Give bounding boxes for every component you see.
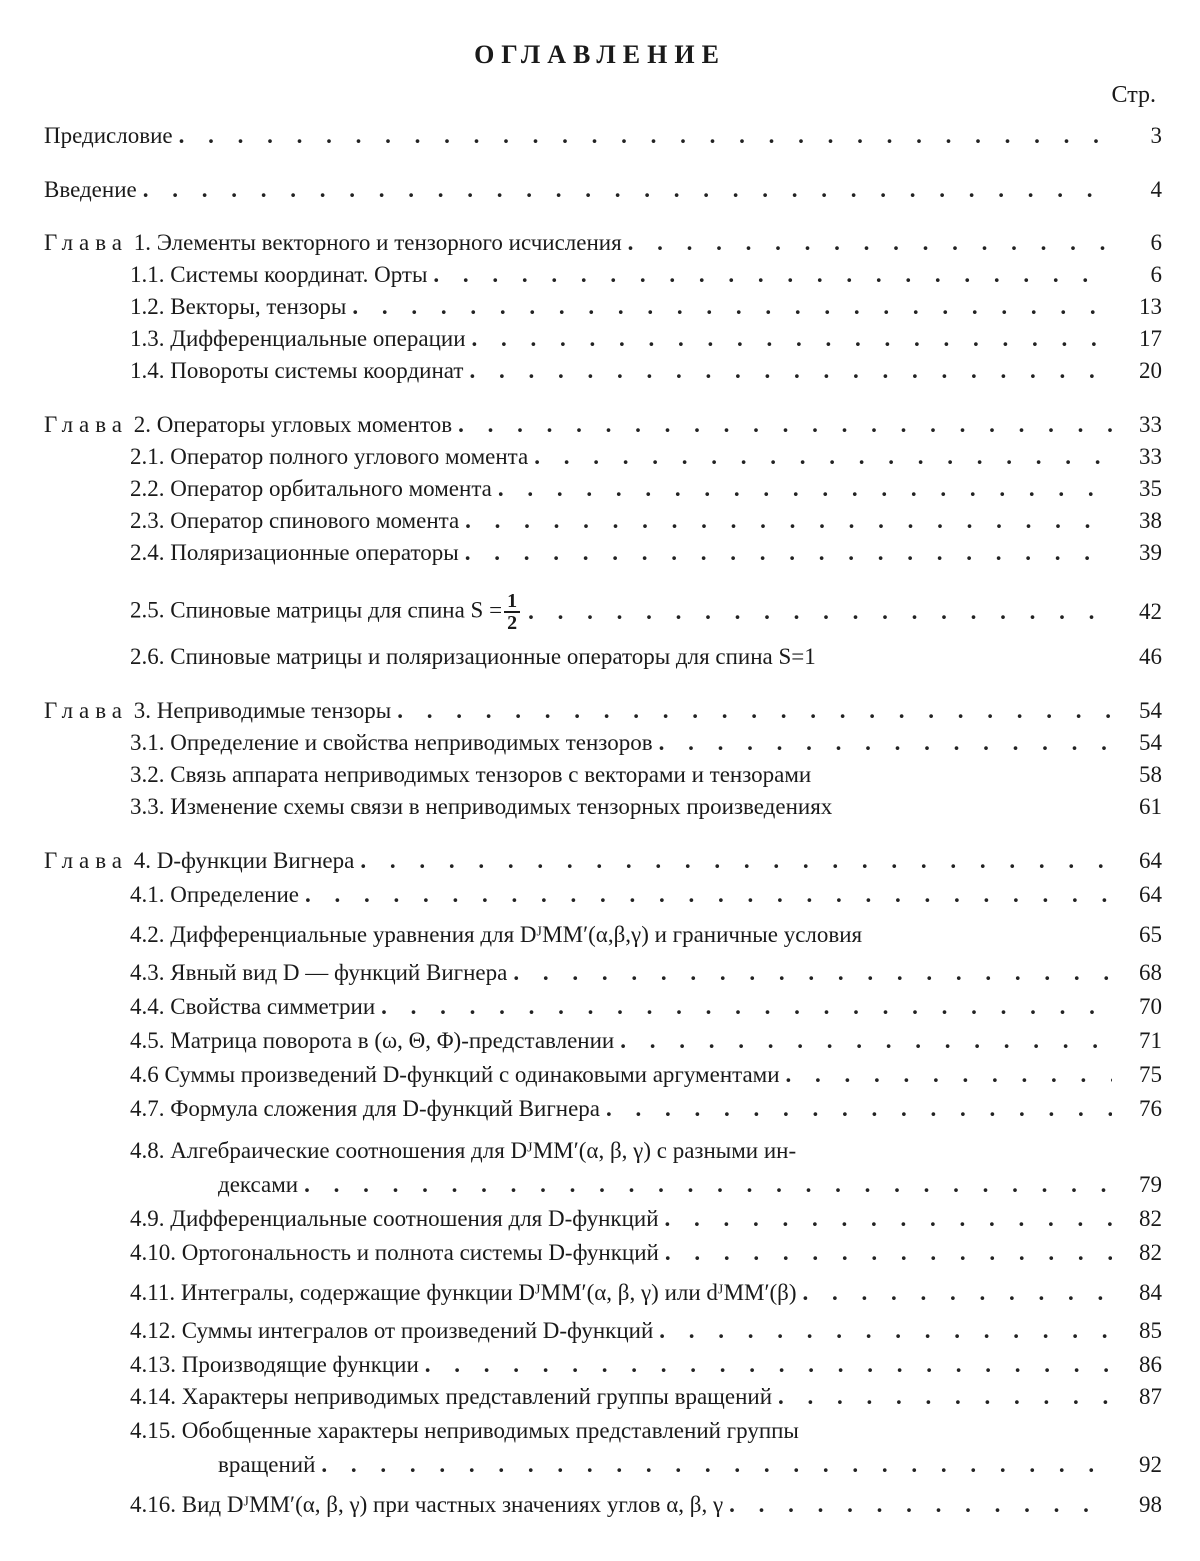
entry-page: 79 [1139, 1172, 1162, 1197]
entry-page: 86 [1139, 1352, 1162, 1377]
entry-label: 3. Неприводимые тензоры [133, 698, 392, 723]
toc-section [130, 1352, 1162, 1384]
entry-label: 1.3. Дифференциальные операции [130, 326, 466, 351]
entry-label: 4.2. Дифференциальные уравнения для DᴶMM′(α,β,γ) и граничные условия [130, 922, 863, 947]
toc-section [130, 1062, 1162, 1094]
toc-chapter [44, 412, 1162, 444]
entry-label: 1. Элементы векторного и тензорного исчисления [133, 230, 622, 255]
entry-label: 2.2. Оператор орбитального момента [130, 476, 492, 501]
entry-page: 46 [1139, 644, 1162, 669]
entry-page: 54 [1139, 698, 1162, 723]
leader-dots [786, 1062, 1112, 1088]
entry-label: 2.5. Спиновые матрицы для спина S = [130, 597, 503, 623]
toc-section [130, 922, 1162, 954]
entry-label: 2.1. Оператор полного углового момента [130, 444, 529, 469]
entry-label: 2.3. Оператор спинового момента [130, 508, 460, 533]
leader-dots [381, 994, 1112, 1020]
entry-label: Предисловие [44, 123, 173, 148]
entry-label: 2. Операторы угловых моментов [133, 412, 453, 437]
toc-section [130, 1418, 1162, 1450]
entry-page: 70 [1139, 994, 1162, 1019]
entry-page: 58 [1139, 762, 1162, 787]
toc-section [130, 1280, 1162, 1312]
chapter-prefix: Глава [44, 848, 129, 873]
leader-dots [534, 444, 1112, 470]
entry-label: 4.1. Определение [130, 882, 299, 907]
toc-section [130, 644, 1162, 676]
leader-dots [458, 412, 1112, 438]
entry-page: 71 [1139, 1028, 1162, 1053]
entry-label: 4.14. Характеры неприводимых представлений группы вращений [130, 1384, 773, 1409]
leader-dots [729, 1492, 1112, 1518]
entry-label: 4.12. Суммы интегралов от произведений D-функций [130, 1318, 654, 1343]
leader-dots [465, 508, 1112, 534]
leader-dots [305, 882, 1112, 908]
entry-page: 76 [1139, 1096, 1162, 1121]
entry-label: вращений [218, 1452, 316, 1477]
leader-dots [433, 262, 1112, 288]
leader-dots [179, 123, 1112, 149]
entry-label: 4.10. Ортогональность и полнота системы D-функций [130, 1240, 659, 1265]
leader-dots [513, 960, 1112, 986]
entry-page: 6 [1150, 230, 1162, 255]
entry-label: 1.4. Повороты системы координат [130, 358, 464, 383]
entry-page: 64 [1139, 882, 1162, 907]
toc-section [130, 540, 1162, 572]
entry-label: 4.7. Формула сложения для D-функций Вигнера [130, 1096, 600, 1121]
leader-dots [628, 230, 1112, 256]
toc-section [130, 1318, 1162, 1350]
toc-chapter [44, 230, 1162, 262]
entry-page: 39 [1139, 540, 1162, 565]
entry-page: 82 [1139, 1240, 1162, 1265]
toc-section [130, 476, 1162, 508]
entry-page: 54 [1139, 730, 1162, 755]
toc-section [130, 1138, 1162, 1170]
entry-page: 82 [1139, 1206, 1162, 1231]
leader-dots [472, 326, 1112, 352]
entry-label: 3.3. Изменение схемы связи в неприводимых тензорных произведениях [130, 794, 833, 819]
leader-dots [304, 1172, 1112, 1198]
entry-page: 75 [1139, 1062, 1162, 1087]
entry-label: 4. D-функции Вигнера [133, 848, 355, 873]
leader-dots [321, 1452, 1112, 1478]
toc-section [130, 1096, 1162, 1128]
entry-label: 4.9. Дифференциальные соотношения для D-функций [130, 1206, 659, 1231]
toc-section [130, 730, 1162, 762]
toc-section [130, 588, 1162, 636]
entry-page: 17 [1139, 326, 1162, 351]
leader-dots [659, 1318, 1112, 1344]
toc-entry [44, 177, 1162, 209]
toc-section [130, 994, 1162, 1026]
entry-label: 4.8. Алгебраические соотношения для DᴶMM′(α, β, γ) с разными ин- [130, 1138, 797, 1163]
entry-page: 42 [1139, 599, 1162, 624]
toc-section [130, 1384, 1162, 1416]
leader-dots [425, 1352, 1112, 1378]
entry-page: 85 [1139, 1318, 1162, 1343]
toc-entry [44, 123, 1162, 155]
entry-label: 4.5. Матрица поворота в (ω, Θ, Φ)-представлении [130, 1028, 615, 1053]
toc-section [130, 794, 1162, 826]
toc-section [130, 444, 1162, 476]
entry-page: 87 [1139, 1384, 1162, 1409]
toc-section [130, 762, 1162, 794]
entry-page: 35 [1139, 476, 1162, 501]
entry-page: 65 [1139, 922, 1162, 947]
leader-dots [803, 1280, 1112, 1306]
toc-section-continuation [218, 1172, 1162, 1204]
entry-page: 20 [1139, 358, 1162, 383]
toc-chapter [44, 848, 1162, 880]
entry-label: 4.4. Свойства симметрии [130, 994, 376, 1019]
entry-page: 6 [1150, 262, 1162, 287]
toc-section [130, 358, 1162, 390]
entry-page: 84 [1139, 1280, 1162, 1305]
toc-section [130, 326, 1162, 358]
chapter-prefix: Глава [44, 698, 129, 723]
page-title: ОГЛАВЛЕНИЕ [474, 40, 726, 69]
chapter-prefix: Глава [44, 230, 129, 255]
entry-label: 4.13. Производящие функции [130, 1352, 419, 1377]
leader-dots [665, 1240, 1112, 1266]
entry-page: 13 [1139, 294, 1162, 319]
entry-page: 92 [1139, 1452, 1162, 1477]
entry-label: 4.3. Явный вид D — функций Вигнера [130, 960, 508, 985]
entry-label: 2.4. Поляризационные операторы [130, 540, 459, 565]
entry-label: 1.1. Системы координат. Орты [130, 262, 428, 287]
toc-section [130, 508, 1162, 540]
entry-label: 4.16. Вид DᴶMM′(α, β, γ) при частных значениях углов α, β, γ [130, 1492, 724, 1517]
toc-section [130, 960, 1162, 992]
leader-dots [397, 698, 1112, 724]
toc-section-continuation [218, 1452, 1162, 1484]
entry-label: Введение [44, 177, 137, 202]
entry-label: 3.2. Связь аппарата неприводимых тензоров с векторами и тензорами [130, 762, 812, 787]
leader-dots [606, 1096, 1112, 1122]
entry-label: 4.11. Интегралы, содержащие функции DᴶMM′(α, β, γ) или dᴶMM′(β) [130, 1280, 797, 1305]
toc-chapter [44, 698, 1162, 730]
entry-page: 33 [1139, 444, 1162, 469]
entry-label: 4.15. Обобщенные характеры неприводимых представлений группы [130, 1418, 799, 1443]
entry-page: 3 [1150, 123, 1162, 148]
leader-dots [143, 177, 1112, 203]
leader-dots [620, 1028, 1112, 1054]
toc-section [130, 294, 1162, 326]
toc-section [130, 262, 1162, 294]
entry-label: 3.1. Определение и свойства неприводимых тензоров [130, 730, 653, 755]
leader-dots [498, 476, 1112, 502]
entry-page: 61 [1139, 794, 1162, 819]
entry-page: 98 [1139, 1492, 1162, 1517]
chapter-prefix: Глава [44, 412, 129, 437]
page-column-header: Стр. [1111, 82, 1156, 108]
leader-dots [352, 294, 1112, 320]
entry-page: 4 [1150, 177, 1162, 202]
entry-page: 68 [1139, 960, 1162, 985]
toc-section [130, 1240, 1162, 1272]
entry-page: 33 [1139, 412, 1162, 437]
entry-label: 4.6 Суммы произведений D-функций с одинаковыми аргументами [130, 1062, 780, 1087]
entry-page: 38 [1139, 508, 1162, 533]
leader-dots [659, 730, 1112, 756]
leader-dots [528, 599, 1112, 625]
entry-page: 64 [1139, 848, 1162, 873]
leader-dots [469, 358, 1112, 384]
leader-dots [665, 1206, 1112, 1232]
entry-label: 1.2. Векторы, тензоры [130, 294, 347, 319]
fraction-one-half: $\frac{1}{2}$ [504, 591, 520, 633]
leader-dots [360, 848, 1112, 874]
toc-section [130, 1206, 1162, 1238]
entry-label: дексами [218, 1172, 299, 1197]
leader-dots [778, 1384, 1112, 1410]
leader-dots [465, 540, 1112, 566]
toc-section [130, 1492, 1162, 1524]
toc-section [130, 882, 1162, 914]
entry-label: 2.6. Спиновые матрицы и поляризационные операторы для спина S=1 [130, 644, 816, 669]
toc-section [130, 1028, 1162, 1060]
